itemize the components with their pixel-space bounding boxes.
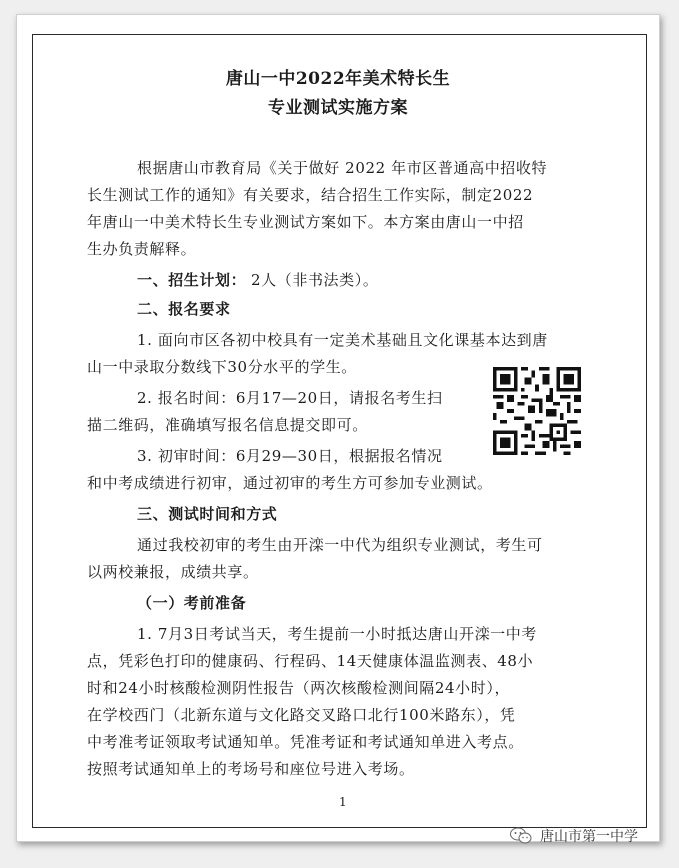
paragraph-line: 1. 面向市区各初中校具有一定美术基础且文化课基本达到唐 [137,331,548,349]
paragraph-line: 2人（非书法类）。 [251,271,379,289]
paragraph-line: 以两校兼报，成绩共享。 [87,563,259,581]
page-number: 1 [339,795,347,809]
paragraph-line: 2. 报名时间：6月17—20日，请报名考生扫 [137,389,443,407]
qr-code-icon[interactable] [493,367,581,455]
paragraph-line: 根据唐山市教育局《关于做好 2022 年市区普通高中招收特 [137,159,548,177]
paragraph-line: 长生测试工作的通知》有关要求，结合招生工作实际，制定2022 [87,186,534,204]
section-heading: 二、报名要求 [137,300,231,318]
paragraph-line: 山一中录取分数线下30分水平的学生。 [87,358,357,376]
watermark [510,826,638,846]
document-title: 唐山一中2022年美术特长生 [225,69,451,89]
wechat-icon [510,827,532,845]
paragraph-line: 描二维码，准确填写报名信息提交即可。 [87,416,368,434]
paragraph-line: 按照考试通知单上的考场号和座位号进入考场。 [87,760,415,778]
paragraph-line: 通过我校初审的考生由开滦一中代为组织专业测试，考生可 [137,536,543,554]
subsection-heading: （一）考前准备 [137,594,247,612]
paragraph-line: 中考准考证领取考试通知单。凭准考证和考试通知单进入考点。 [87,733,524,751]
document-subtitle: 专业测试实施方案 [268,98,408,118]
paragraph-line: 生办负责解释。 [87,240,197,258]
paragraph-line: 年唐山一中美术特长生专业测试方案如下。本方案由唐山一中招 [87,213,524,231]
document-page [16,14,660,842]
section-heading: 一、招生计划： [137,271,247,289]
watermark-text: 唐山市第一中学 [540,829,638,845]
paragraph-line: 时和24小时核酸检测阴性报告（两次核酸检测间隔24小时）， [87,679,511,697]
section-heading: 三、测试时间和方式 [137,505,278,523]
paragraph-line: 和中考成绩进行初审，通过初审的考生方可参加专业测试。 [87,474,493,492]
paragraph-line: 3. 初审时间：6月29—30日，根据报名情况 [137,447,443,465]
paragraph-line: 在学校西门（北新东道与文化路交叉路口北行100米路东），凭 [87,706,516,724]
paragraph-line: 1. 7月3日考试当天，考生提前一小时抵达唐山开滦一中考 [137,625,537,643]
paragraph-line: 点，凭彩色打印的健康码、行程码、14天健康体温监测表、48小 [87,652,534,670]
